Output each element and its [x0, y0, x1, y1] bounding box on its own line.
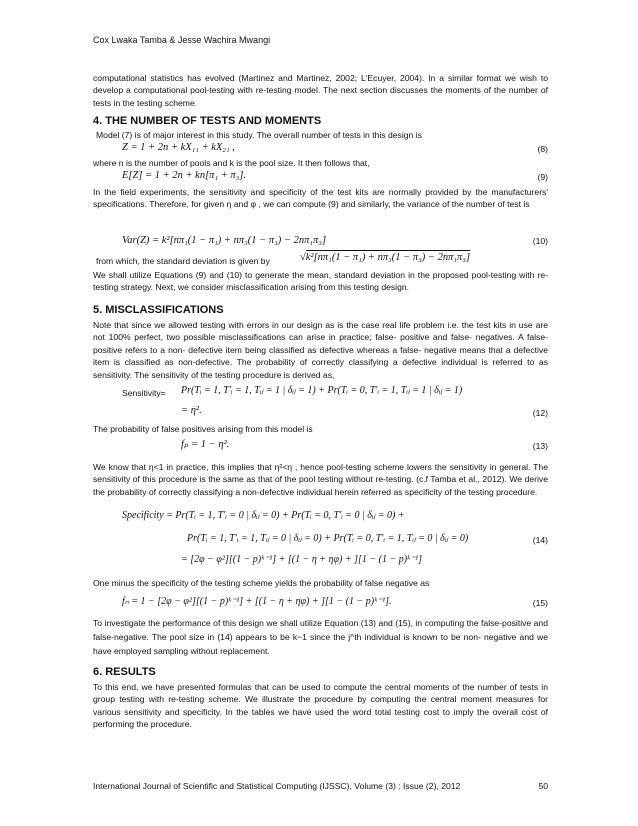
stddev-text: from which, the standard deviation is given by	[96, 256, 270, 266]
equation-9: E[Z] = 1 + 2n + kn[π₁ + π₃].	[122, 170, 247, 181]
section-heading-results: 6. RESULTS	[93, 666, 156, 678]
section-heading-misclassifications: 5. MISCLASSIFICATIONS	[93, 304, 224, 316]
specificity-line-3: = [2φ − φ²][(1 − p)ᵏ⁻¹] + [(1 − η + ηφ) + ][1 − (1 − p)ᵏ⁻¹]	[181, 554, 423, 565]
utilize-paragraph: We shall utilize Equations (9) and (10) to generate the mean, standard deviation in the proposed pool-testing with re-testing strategy. Next, we consider misclassification arising from this testing design.	[93, 270, 548, 293]
stddev-formula	[300, 252, 470, 263]
we-know-paragraph: We know that η<1 in practice, this implies that η²<η , hence pool-testing scheme lowers the sensitivity in general. The sensitivity of this procedure is the same as that of the pool testing without re-testing. (c.f Tamba et al., 2012). We derive the probability of correctly classifying a non-defective individual herein referred as specificity of the testing procedure.	[93, 462, 548, 497]
sqrt-argument: k²[nπ₁(1 − π₁) + nπ₃(1 − π₃) − 2nπ₁π₃]	[305, 252, 471, 263]
equation-number-8: (8)	[537, 144, 548, 154]
equation-number-15: (15)	[532, 598, 548, 608]
equation-8: Z = 1 + 2n + kX₁₁ + kX₂₁ ,	[122, 142, 235, 153]
equation-13: fₚ = 1 − η².	[181, 439, 230, 450]
equation-number-13: (13)	[532, 441, 548, 451]
model7-text: Model (7) is of major interest in this study. The overall number of tests in this design is	[96, 130, 422, 140]
section-heading-moments: 4. THE NUMBER OF TESTS AND MOMENTS	[93, 115, 322, 127]
equation-12: = η².	[181, 405, 202, 416]
specificity-line-2: Pr(Tᵢ = 1, T′ᵢ = 1, Tᵢⱼ = 0 | δᵢⱼ = 0) + Pr(Tᵢ = 0, T′ᵢ = 1, Tᵢⱼ = 0 | δᵢⱼ = 0)	[187, 533, 469, 544]
intro-paragraph: computational statistics has evolved (Martinez and Martinez, 2002; L'Ecuyer, 2004). In a similar format we wish to develop a computational pool-testing with re-testing model. The next section discusses the moments of the number of tests in the testing scheme.	[93, 73, 548, 108]
equation-10: Var(Z) = k²[nπ₁(1 − π₁) + nπ₃(1 − π₃) − 2nπ₁π₃]	[122, 235, 327, 246]
where-n-text: where n is the number of pools and k is the pool size. It then follows that,	[93, 158, 370, 168]
equation-number-14: (14)	[532, 535, 548, 545]
specificity-line-1: Specificity = Pr(Tᵢ = 1, T′ᵢ = 0 | δᵢⱼ = 0) + Pr(Tᵢ = 0, T′ᵢ = 0 | δᵢⱼ = 0) +	[122, 510, 405, 521]
page-number: 50	[538, 781, 548, 791]
footer-journal: International Journal of Scientific and Statistical Computing (IJSSC), Volume (3) : Issue (2), 2012	[93, 781, 461, 791]
equation-number-9: (9)	[537, 172, 548, 182]
field-paragraph: In the field experiments, the sensitivity and specificity of the test kits are normally provided by the manufacturers' specifications. Therefore, for given η and φ , we can compute (9) and similarly, the variance of the number of test is	[93, 187, 548, 210]
sensitivity-label: Sensitivity=	[122, 388, 166, 398]
running-header: Cox Lwaka Tamba & Jesse Wachira Mwangi	[93, 35, 271, 45]
investigate-paragraph: To investigate the performance of this design we shall utilize Equation (13) and (15), in computing the false-positive and false-negative. The pool size in (14) appears to be k−1 since the j^th individual is known to be non- negative and we have employed sampling without replacement.	[93, 618, 548, 656]
misclassification-paragraph: Note that since we allowed testing with errors in our design as is the case real life problem i.e. the test kits in use are not 100% perfect, two possible misclassifications can arise in practice; false- positive and false- negatives. A false- positive refers to a non- defective item being classified as defective whereas a false- negative means that a defective item is classified as non-defective. The probability of correctly classifying a defective individual is referred to as sensitivity. The sensitivity of the testing procedure is derived as,	[93, 320, 548, 380]
results-paragraph: To this end, we have presented formulas that can be used to compute the central moments of the number of tests in group testing with re-testing scheme. We illustrate the procedure by computing the central moment measures for various sensitivity and specificity. In the tables we have used the word total testing cost to imply the overall cost of performing the procedure.	[93, 682, 548, 730]
equation-number-10: (10)	[532, 236, 548, 246]
one-minus-text: One minus the specificity of the testing scheme yields the probability of false negative as	[93, 578, 430, 588]
sqrt-icon: √	[300, 252, 306, 263]
equation-15: fₙ = 1 − [2φ − φ²][(1 − p)ᵏ⁻¹] + [(1 − η + ηφ) + ][1 − (1 − p)ᵏ⁻¹].	[122, 596, 392, 607]
equation-number-12: (12)	[532, 408, 548, 418]
sensitivity-formula: Pr(Tᵢ = 1, T′ᵢ = 1, Tᵢⱼ = 1 | δᵢⱼ = 1) + Pr(Tᵢ = 0, T′ᵢ = 1, Tᵢⱼ = 1 | δᵢⱼ = 1)	[181, 385, 463, 396]
false-positive-text: The probability of false positives arising from this model is	[93, 424, 313, 434]
